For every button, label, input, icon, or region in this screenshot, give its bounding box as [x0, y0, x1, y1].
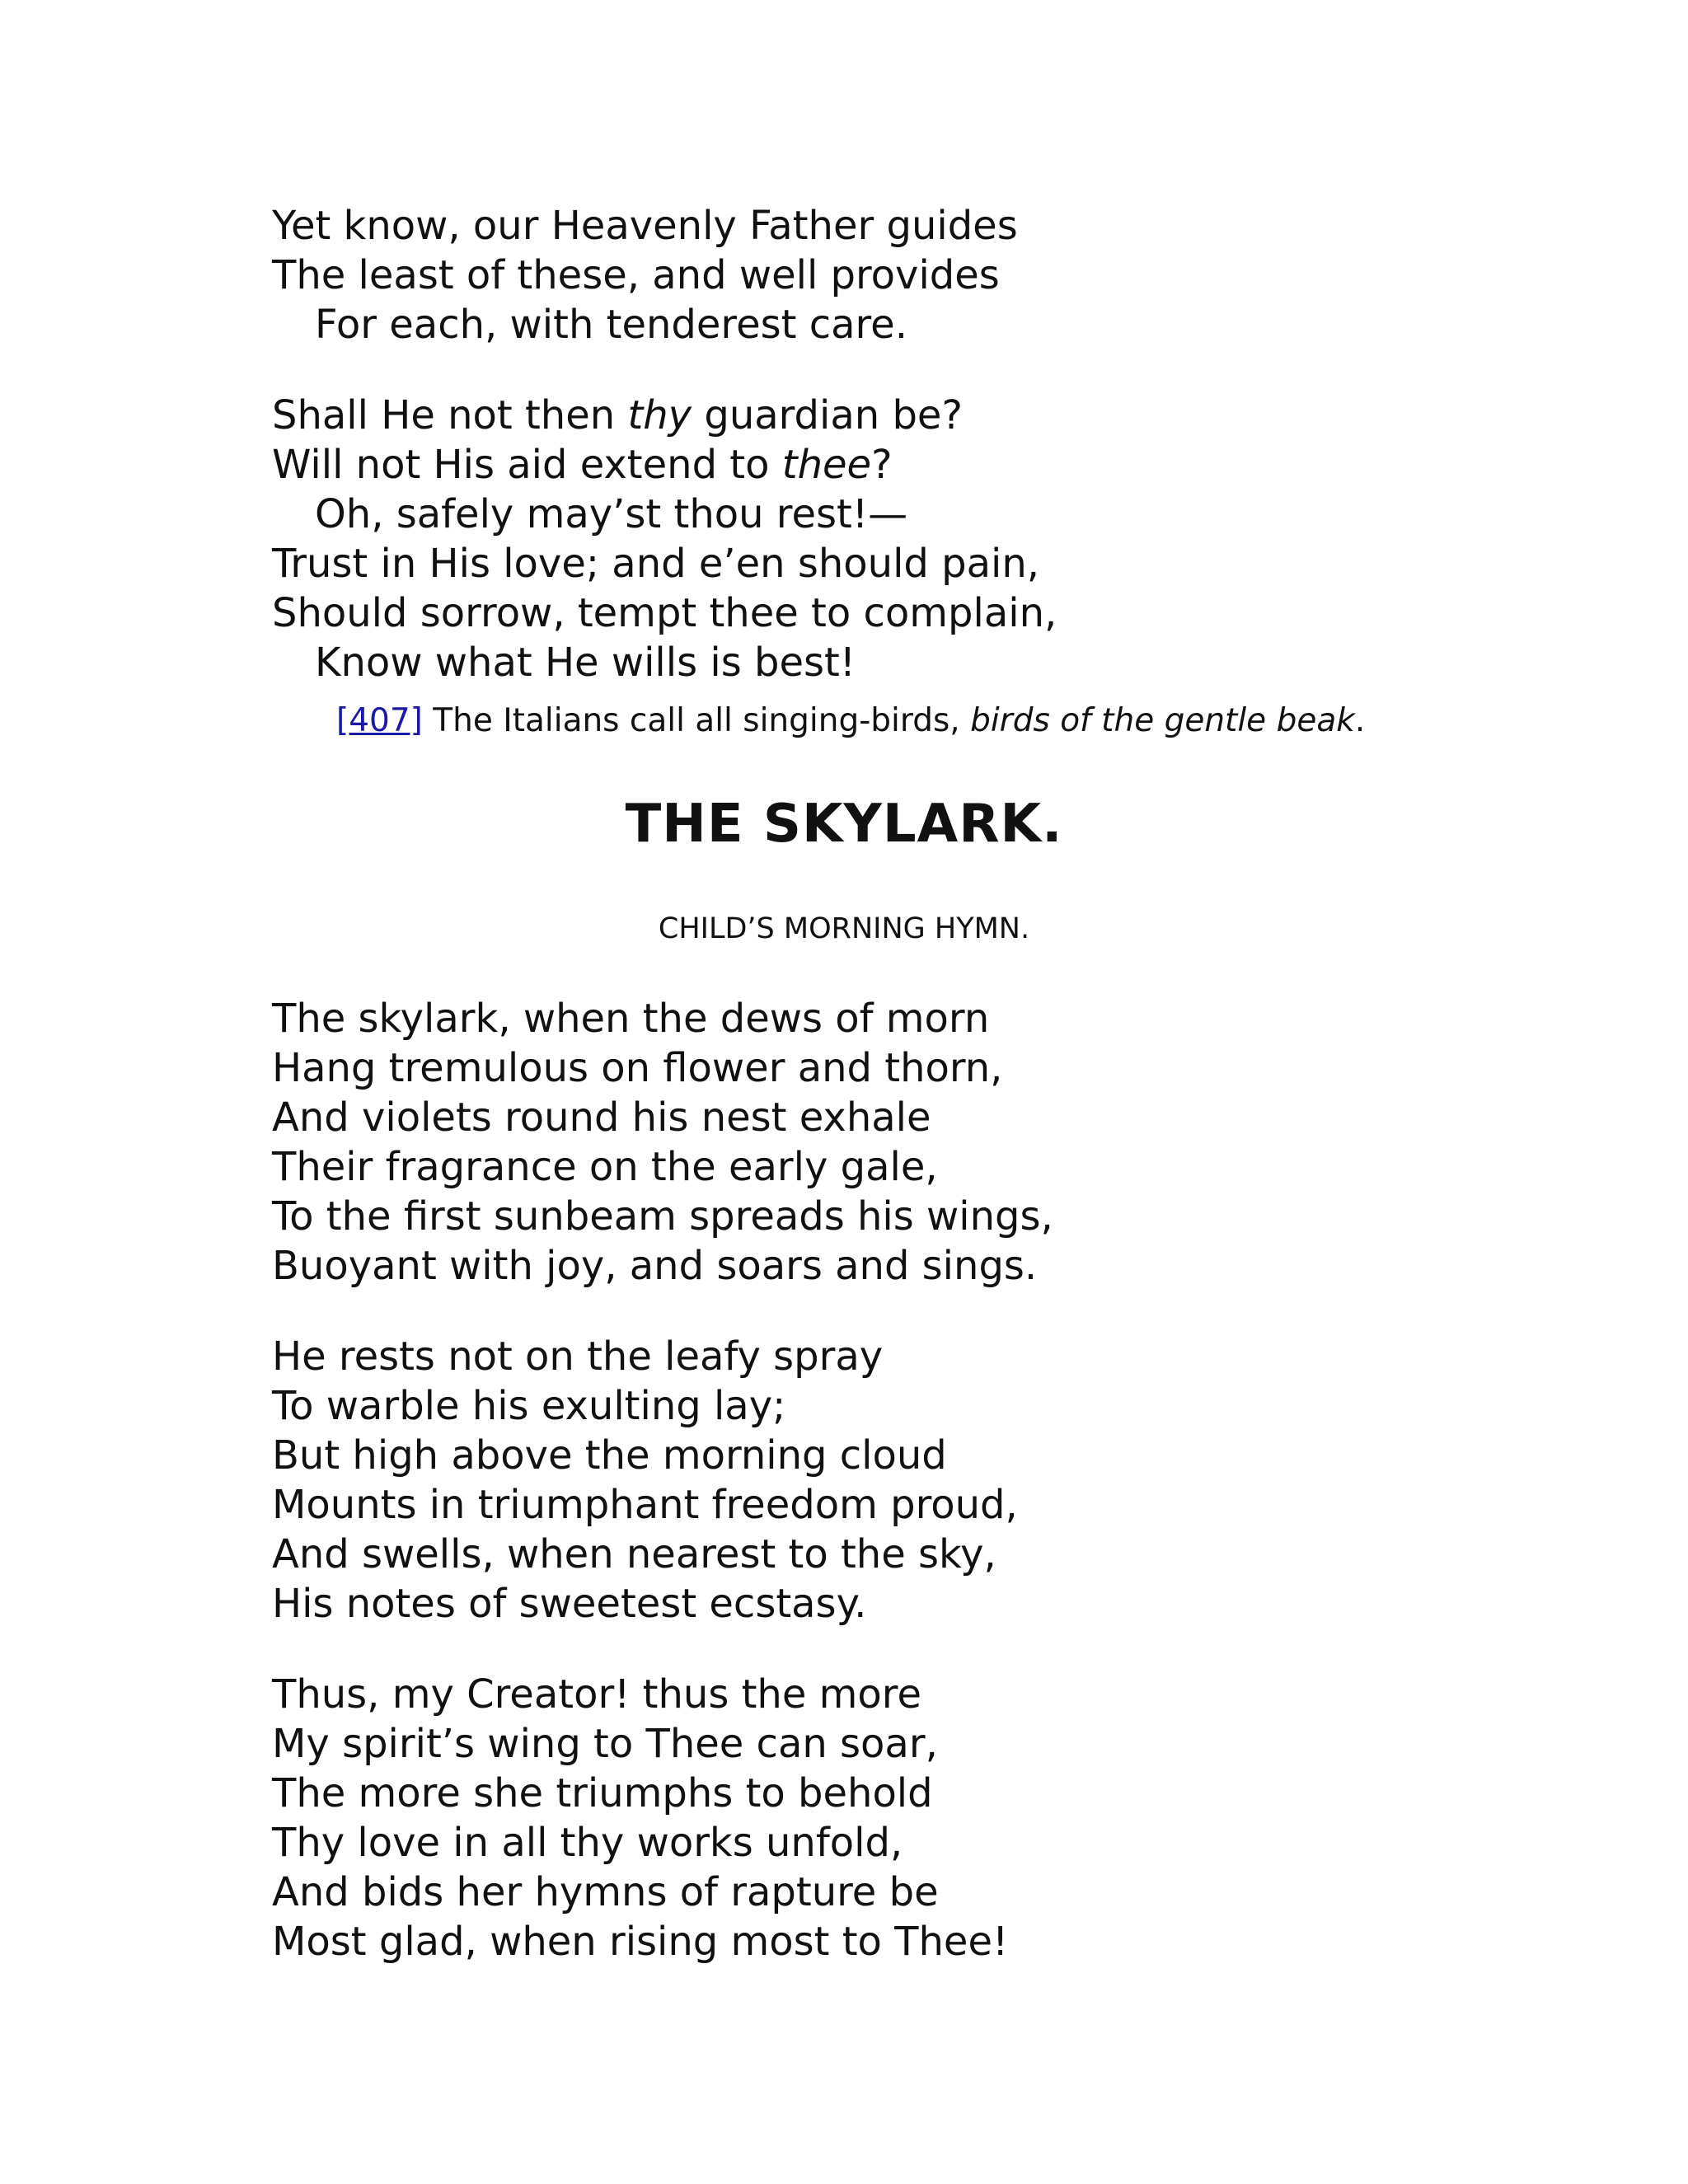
stanza-2: [272, 391, 1057, 687]
footnote-text: The Italians call all singing-birds,: [422, 702, 971, 739]
poem-line: His notes of sweetest ecstasy.: [272, 1581, 867, 1627]
poem-line: To warble his exulting lay;: [272, 1383, 786, 1429]
poem-line: Oh, safely may’st thou rest!—: [315, 491, 908, 537]
poem-line: To the first sunbeam spreads his wings,: [272, 1193, 1053, 1240]
footnote: [407] The Italians call all singing-birds, birds of the gentle beak.: [336, 702, 1366, 739]
poem-line: The least of these, and well provides: [272, 252, 1000, 298]
poem-line: And swells, when nearest to the sky,: [272, 1531, 996, 1577]
poem-line: Should sorrow, tempt thee to complain,: [272, 590, 1057, 636]
poem-line: Shall He not then thy guardian be?: [272, 392, 963, 438]
poem-line: Trust in His love; and e’en should pain,: [272, 541, 1040, 587]
stanza-3: [272, 994, 1053, 1291]
poem-line: Thus, my Creator! thus the more: [272, 1671, 921, 1718]
poem-line: He rests not on the leafy spray: [272, 1333, 884, 1380]
poem-line: The skylark, when the dews of morn: [272, 996, 990, 1042]
emphasis: thy: [627, 392, 692, 438]
footnote-emphasis: birds of the gentle beak: [970, 702, 1355, 739]
poem-line: And bids her hymns of rapture be: [272, 1869, 939, 1915]
footnote-link[interactable]: [407]: [336, 702, 423, 739]
poem-line: Buoyant with joy, and soars and sings.: [272, 1243, 1038, 1289]
emphasis: thee: [781, 442, 872, 488]
poem-title: THE SKYLARK.: [625, 794, 1063, 855]
poem-line: Most glad, when rising most to Thee!: [272, 1919, 1009, 1965]
poem-line: Will not His aid extend to thee?: [272, 442, 893, 488]
stanza-4: [272, 1332, 1018, 1629]
poem-line: Know what He wills is best!: [315, 640, 856, 686]
poem-subtitle: CHILD’S MORNING HYMN.: [658, 912, 1030, 945]
poem-line: Their fragrance on the early gale,: [272, 1144, 938, 1190]
stanza-5: [272, 1670, 1008, 1966]
poem-line: For each, with tenderest care.: [315, 302, 907, 348]
poem-line: Hang tremulous on flower and thorn,: [272, 1045, 1003, 1091]
stanza-1: [272, 201, 1018, 349]
poem-line: And violets round his nest exhale: [272, 1094, 931, 1141]
poem-line: Thy love in all thy works unfold,: [272, 1820, 903, 1866]
poem-line: Mounts in triumphant freedom proud,: [272, 1482, 1018, 1528]
poem-line: The more she triumphs to behold: [272, 1770, 933, 1816]
poem-line: My spirit’s wing to Thee can soar,: [272, 1721, 938, 1767]
poem-line: But high above the morning cloud: [272, 1432, 947, 1479]
poem-line: Yet know, our Heavenly Father guides: [272, 203, 1018, 249]
